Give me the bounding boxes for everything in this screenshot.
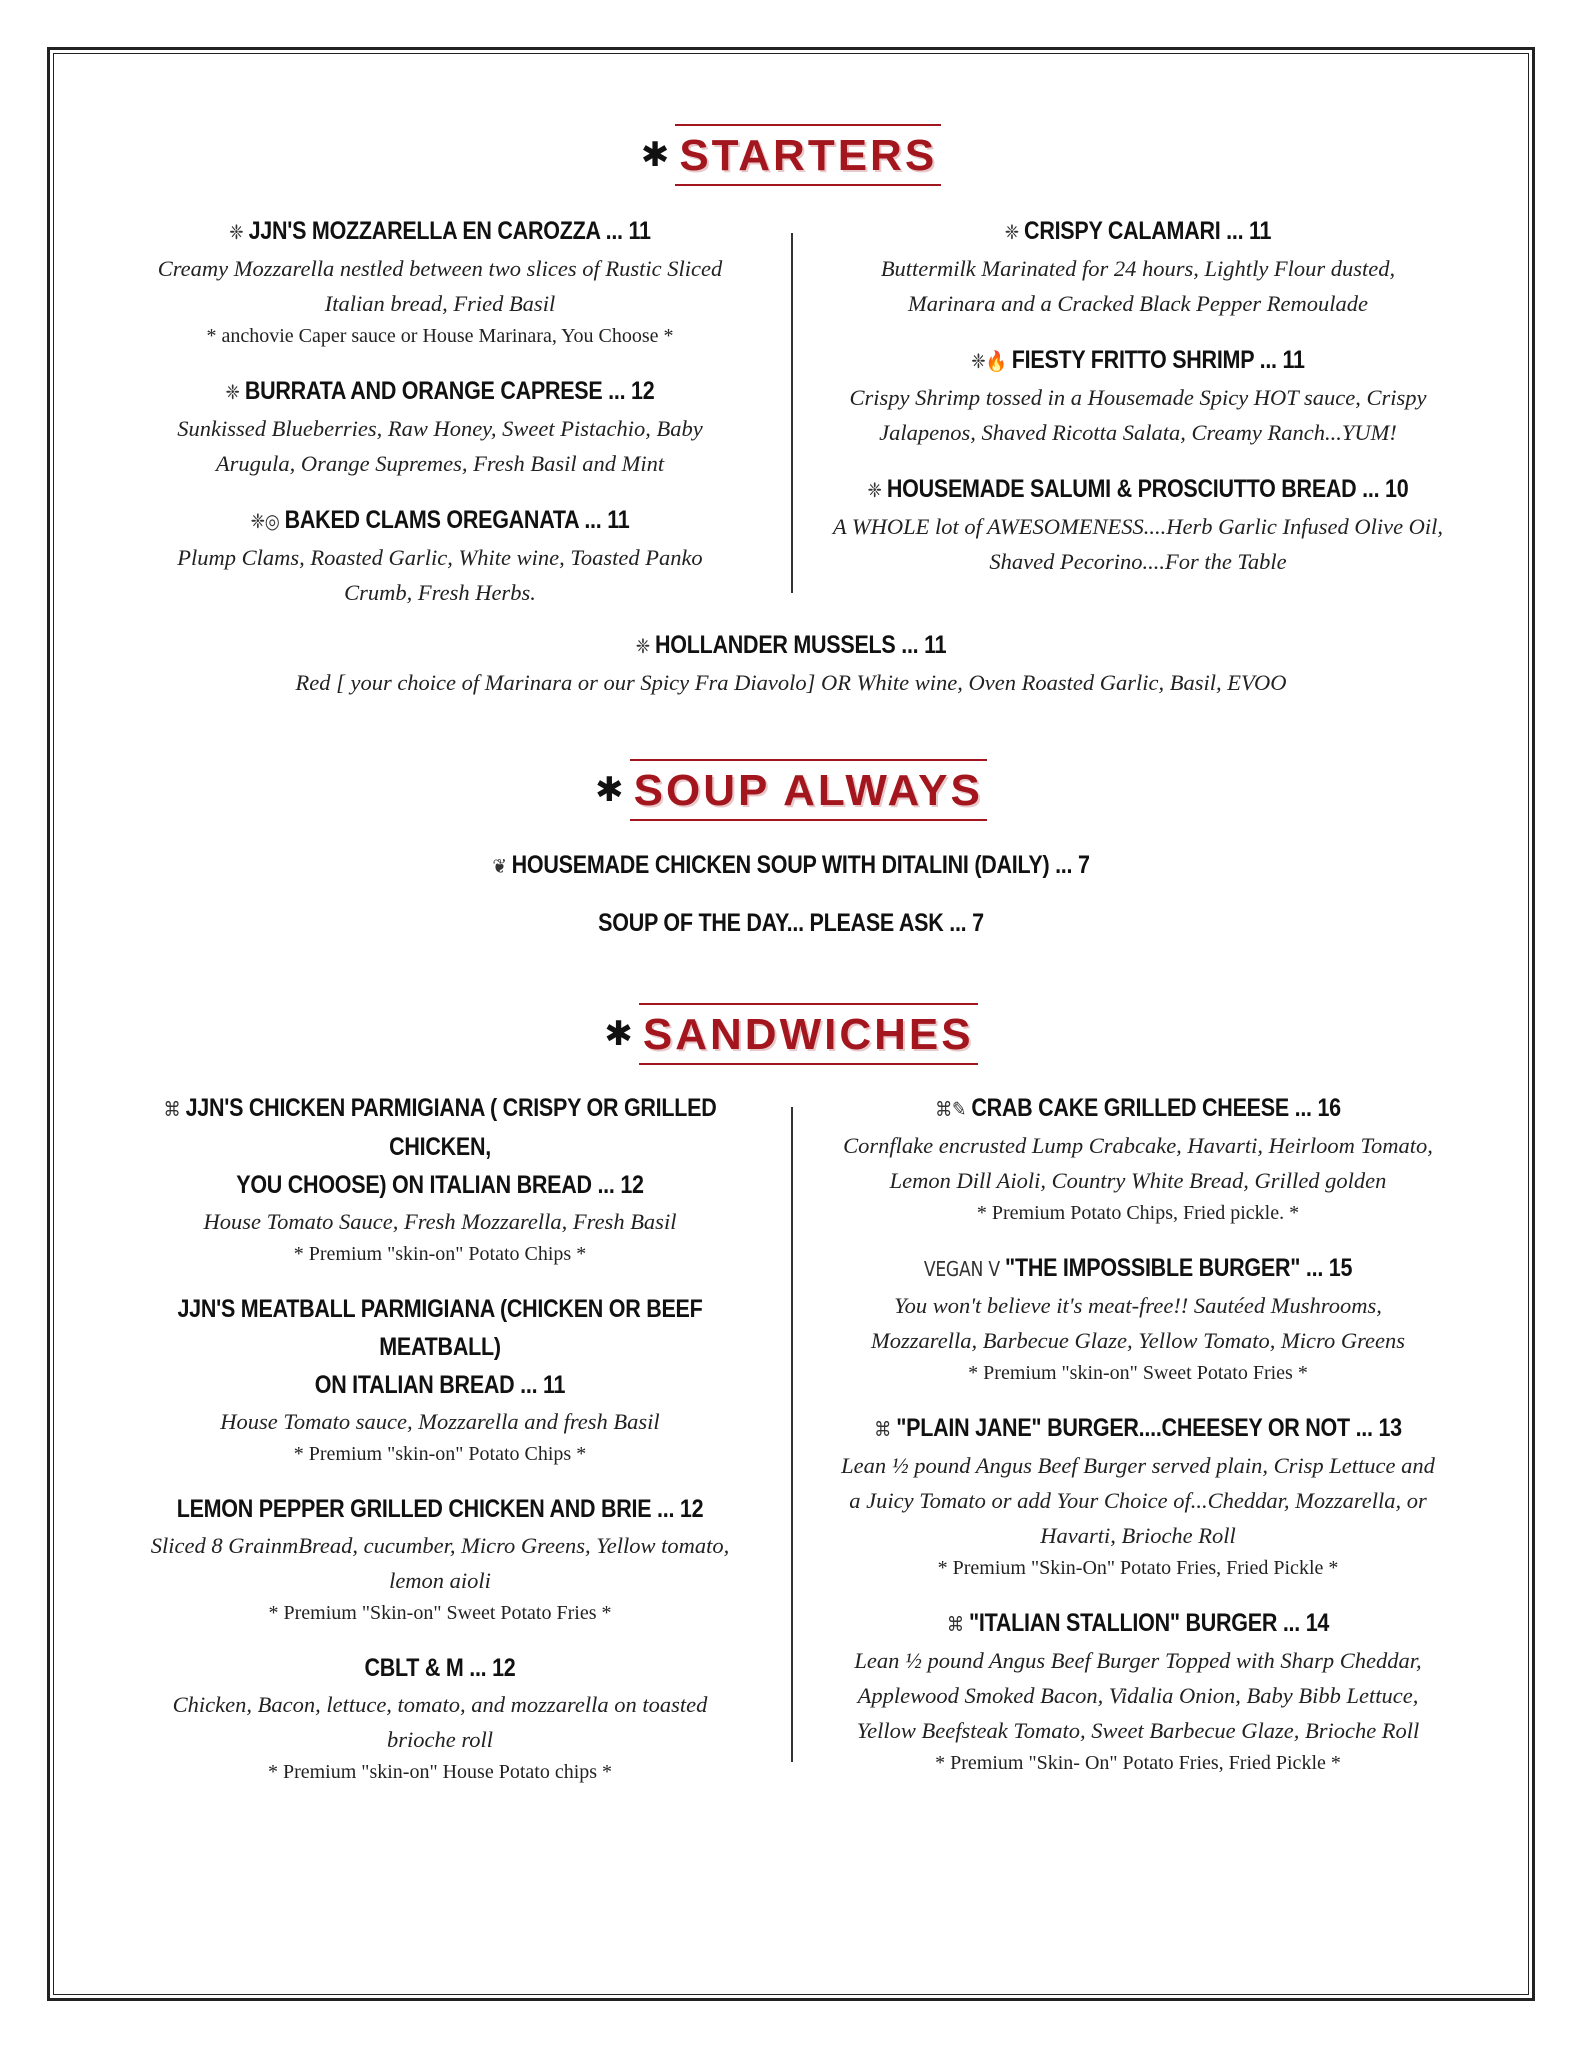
item-name-text: YOU CHOOSE) ON ITALIAN BREAD ... 12 <box>236 1171 644 1199</box>
item-name <box>854 1089 1422 1128</box>
menu-item <box>808 212 1468 321</box>
item-name-text: LEMON PEPPER GRILLED CHICKEN AND BRIE ... 12 <box>176 1495 704 1523</box>
menu-item <box>808 1409 1468 1584</box>
item-name <box>148 1490 733 1528</box>
item-name <box>854 470 1422 509</box>
starters-left-column <box>120 212 760 630</box>
item-description: a Juicy Tomato or add Your Choice of...Cheddar, Mozzarella, or <box>849 1488 1427 1513</box>
item-name <box>148 1290 733 1366</box>
dish-marker-icon: ⌘✎ <box>935 1097 967 1121</box>
asterisk-icon: ✱ <box>604 1014 633 1055</box>
item-description: You won't believe it's meat-free!! Sautéed Mushrooms, <box>894 1293 1382 1318</box>
dish-marker-icon: ❈ <box>635 634 650 658</box>
menu-item <box>120 501 760 610</box>
item-description: Applewood Smoked Bacon, Vidalia Onion, Baby Bibb Lettuce, <box>857 1683 1419 1708</box>
item-name <box>111 626 1472 665</box>
item-name <box>854 1409 1422 1448</box>
item-note: * Premium "Skin-On" Potato Fries, Fried Pickle * <box>937 1557 1339 1579</box>
item-description: Buttermilk Marinated for 24 hours, Lightly Flour dusted, <box>880 256 1396 281</box>
item-description: House Tomato sauce, Mozzarella and fresh Basil <box>220 1409 660 1434</box>
item-name <box>148 1649 733 1687</box>
menu-item <box>808 341 1468 450</box>
item-name <box>148 1089 733 1166</box>
starters-center-item <box>0 626 1582 700</box>
dish-marker-icon: ❈◎ <box>250 509 280 533</box>
item-note: * Premium "skin-on" House Potato chips * <box>267 1761 613 1783</box>
item-name <box>165 501 715 540</box>
item-name-text: JJN'S CHICKEN PARMIGIANA ( CRISPY OR GRILLED CHICKEN, <box>185 1094 717 1161</box>
soup-items <box>0 846 1582 961</box>
menu-item <box>808 1249 1468 1389</box>
item-description: Shaved Pecorino....For the Table <box>989 549 1287 574</box>
menu-item <box>808 1089 1468 1229</box>
item-description: Lean ½ pound Angus Beef Burger Topped with Sharp Cheddar, <box>854 1648 1422 1673</box>
item-name <box>165 212 715 251</box>
item-name-text: CBLT & M ... 12 <box>364 1654 516 1682</box>
sandwiches-title: SANDWICHES <box>639 1003 978 1065</box>
item-name-text: BAKED CLAMS OREGANATA ... 11 <box>284 506 630 534</box>
item-name-text: "THE IMPOSSIBLE BURGER" ... 15 <box>1005 1254 1353 1282</box>
item-name-text: "PLAIN JANE" BURGER....CHEESEY OR NOT ... 13 <box>896 1414 1402 1442</box>
dish-marker-icon: ❈ <box>1004 220 1019 244</box>
item-description: A WHOLE lot of AWESOMENESS....Herb Garlic Infused Olive Oil, <box>832 514 1444 539</box>
item-description: Creamy Mozzarella nestled between two slices of Rustic Sliced <box>157 256 723 281</box>
dish-marker-icon: ❦ <box>492 854 507 878</box>
item-description: Marinara and a Cracked Black Pepper Remoulade <box>908 291 1368 316</box>
item-name-text: ON ITALIAN BREAD ... 11 <box>314 1371 566 1399</box>
sandwiches-header <box>0 1003 1582 1065</box>
item-description: Italian bread, Fried Basil <box>324 291 556 316</box>
item-name <box>854 212 1422 251</box>
item-name-text: FIESTY FRITTO SHRIMP ... 11 <box>1011 346 1305 374</box>
dish-marker-icon: ❈ <box>229 220 244 244</box>
item-description: lemon aioli <box>389 1568 491 1593</box>
dish-marker-icon: ⌘ <box>163 1097 181 1121</box>
column-divider <box>791 1107 793 1762</box>
item-description: Jalapenos, Shaved Ricotta Salata, Creamy Ranch...YUM! <box>879 420 1397 445</box>
menu-item <box>100 1490 780 1629</box>
item-name-text: JJN'S MOZZARELLA EN CAROZZA ... 11 <box>248 217 651 245</box>
item-note: * Premium "skin-on" Sweet Potato Fries * <box>968 1362 1308 1384</box>
item-description: Chicken, Bacon, lettuce, tomato, and mozzarella on toasted <box>172 1692 708 1717</box>
asterisk-icon: ✱ <box>640 135 670 176</box>
item-name-text: CRAB CAKE GRILLED CHEESE ... 16 <box>971 1094 1341 1122</box>
soup-header <box>0 759 1582 821</box>
item-description: Red [ your choice of Marinara or our Spicy Fra Diavolo] OR White wine, Oven Roasted Garlic, Basil, EVOO <box>295 670 1287 695</box>
item-description: Crumb, Fresh Herbs. <box>344 580 536 605</box>
column-divider <box>791 233 793 593</box>
item-note: * Premium "Skin- On" Potato Fries, Fried Pickle * <box>935 1752 1341 1774</box>
item-note: * anchovie Caper sauce or House Marinara, You Choose * <box>206 325 674 347</box>
item-note: * Premium Potato Chips, Fried pickle. * <box>976 1202 1300 1224</box>
item-description: Havarti, Brioche Roll <box>1040 1523 1236 1548</box>
item-description: House Tomato Sauce, Fresh Mozzarella, Fresh Basil <box>203 1209 677 1234</box>
item-name <box>854 1604 1422 1643</box>
item-name <box>854 341 1422 380</box>
asterisk-icon: ✱ <box>595 770 624 811</box>
soup-title: SOUP ALWAYS <box>630 759 987 821</box>
item-description: Lemon Dill Aioli, Country White Bread, Grilled golden <box>889 1168 1387 1193</box>
dish-marker-icon: VEGAN V <box>923 1257 1000 1281</box>
item-description: Lean ½ pound Angus Beef Burger served plain, Crisp Lettuce and <box>841 1453 1435 1478</box>
soup-item <box>111 846 1472 885</box>
menu-item <box>120 372 760 481</box>
item-note: * Premium "skin-on" Potato Chips * <box>293 1443 587 1465</box>
item-name <box>854 1249 1422 1288</box>
sandwiches-left-column <box>100 1089 780 1808</box>
item-name-text: HOUSEMADE CHICKEN SOUP WITH DITALINI (DAILY) ... 7 <box>511 851 1090 879</box>
item-description: Sliced 8 GrainmBread, cucumber, Micro Greens, Yellow tomato, <box>150 1533 730 1558</box>
menu-item <box>120 212 760 352</box>
item-note: * Premium "Skin-on" Sweet Potato Fries * <box>268 1602 612 1624</box>
sandwiches-right-column <box>808 1089 1468 1799</box>
dish-marker-icon: ❈ <box>225 380 240 404</box>
item-name-text: JJN'S MEATBALL PARMIGIANA (CHICKEN OR BEEF MEATBALL) <box>177 1295 703 1361</box>
item-name <box>148 1366 733 1404</box>
item-note: * Premium "skin-on" Potato Chips * <box>293 1243 587 1265</box>
item-name-text: HOUSEMADE SALUMI & PROSCIUTTO BREAD ... 10 <box>886 475 1409 503</box>
menu-item <box>100 1649 780 1788</box>
item-name-text: BURRATA AND ORANGE CAPRESE ... 12 <box>244 377 655 405</box>
item-description: Mozzarella, Barbecue Glaze, Yellow Tomato, Micro Greens <box>871 1328 1405 1353</box>
item-name-text: "ITALIAN STALLION" BURGER ... 14 <box>968 1609 1330 1637</box>
dish-marker-icon: ⌘ <box>874 1417 892 1441</box>
item-name <box>148 1166 733 1204</box>
item-name <box>165 372 715 411</box>
item-description: Plump Clams, Roasted Garlic, White wine, Toasted Panko <box>177 545 703 570</box>
item-description: Arugula, Orange Supremes, Fresh Basil and Mint <box>215 451 665 476</box>
starters-title: STARTERS <box>675 124 941 186</box>
starters-right-column <box>808 212 1468 599</box>
item-description: Yellow Beefsteak Tomato, Sweet Barbecue Glaze, Brioche Roll <box>856 1718 1420 1743</box>
item-description: Cornflake encrusted Lump Crabcake, Havarti, Heirloom Tomato, <box>843 1133 1433 1158</box>
dish-marker-icon: ❈🔥 <box>971 349 1007 373</box>
item-description: Crispy Shrimp tossed in a Housemade Spicy HOT sauce, Crispy <box>849 385 1427 410</box>
item-name-text: SOUP OF THE DAY... PLEASE ASK ... 7 <box>598 909 984 937</box>
item-name-text: HOLLANDER MUSSELS ... 11 <box>655 631 947 659</box>
item-description: brioche roll <box>386 1727 494 1752</box>
item-name-text: CRISPY CALAMARI ... 11 <box>1024 217 1272 245</box>
menu-item <box>100 1089 780 1270</box>
starters-header <box>0 124 1582 186</box>
menu-item <box>100 1290 780 1470</box>
item-description: Sunkissed Blueberries, Raw Honey, Sweet Pistachio, Baby <box>177 416 703 441</box>
menu-item <box>808 1604 1468 1779</box>
menu-item <box>808 470 1468 579</box>
dish-marker-icon: ❈ <box>867 478 882 502</box>
soup-item <box>111 904 1472 942</box>
dish-marker-icon: ⌘ <box>946 1612 964 1636</box>
